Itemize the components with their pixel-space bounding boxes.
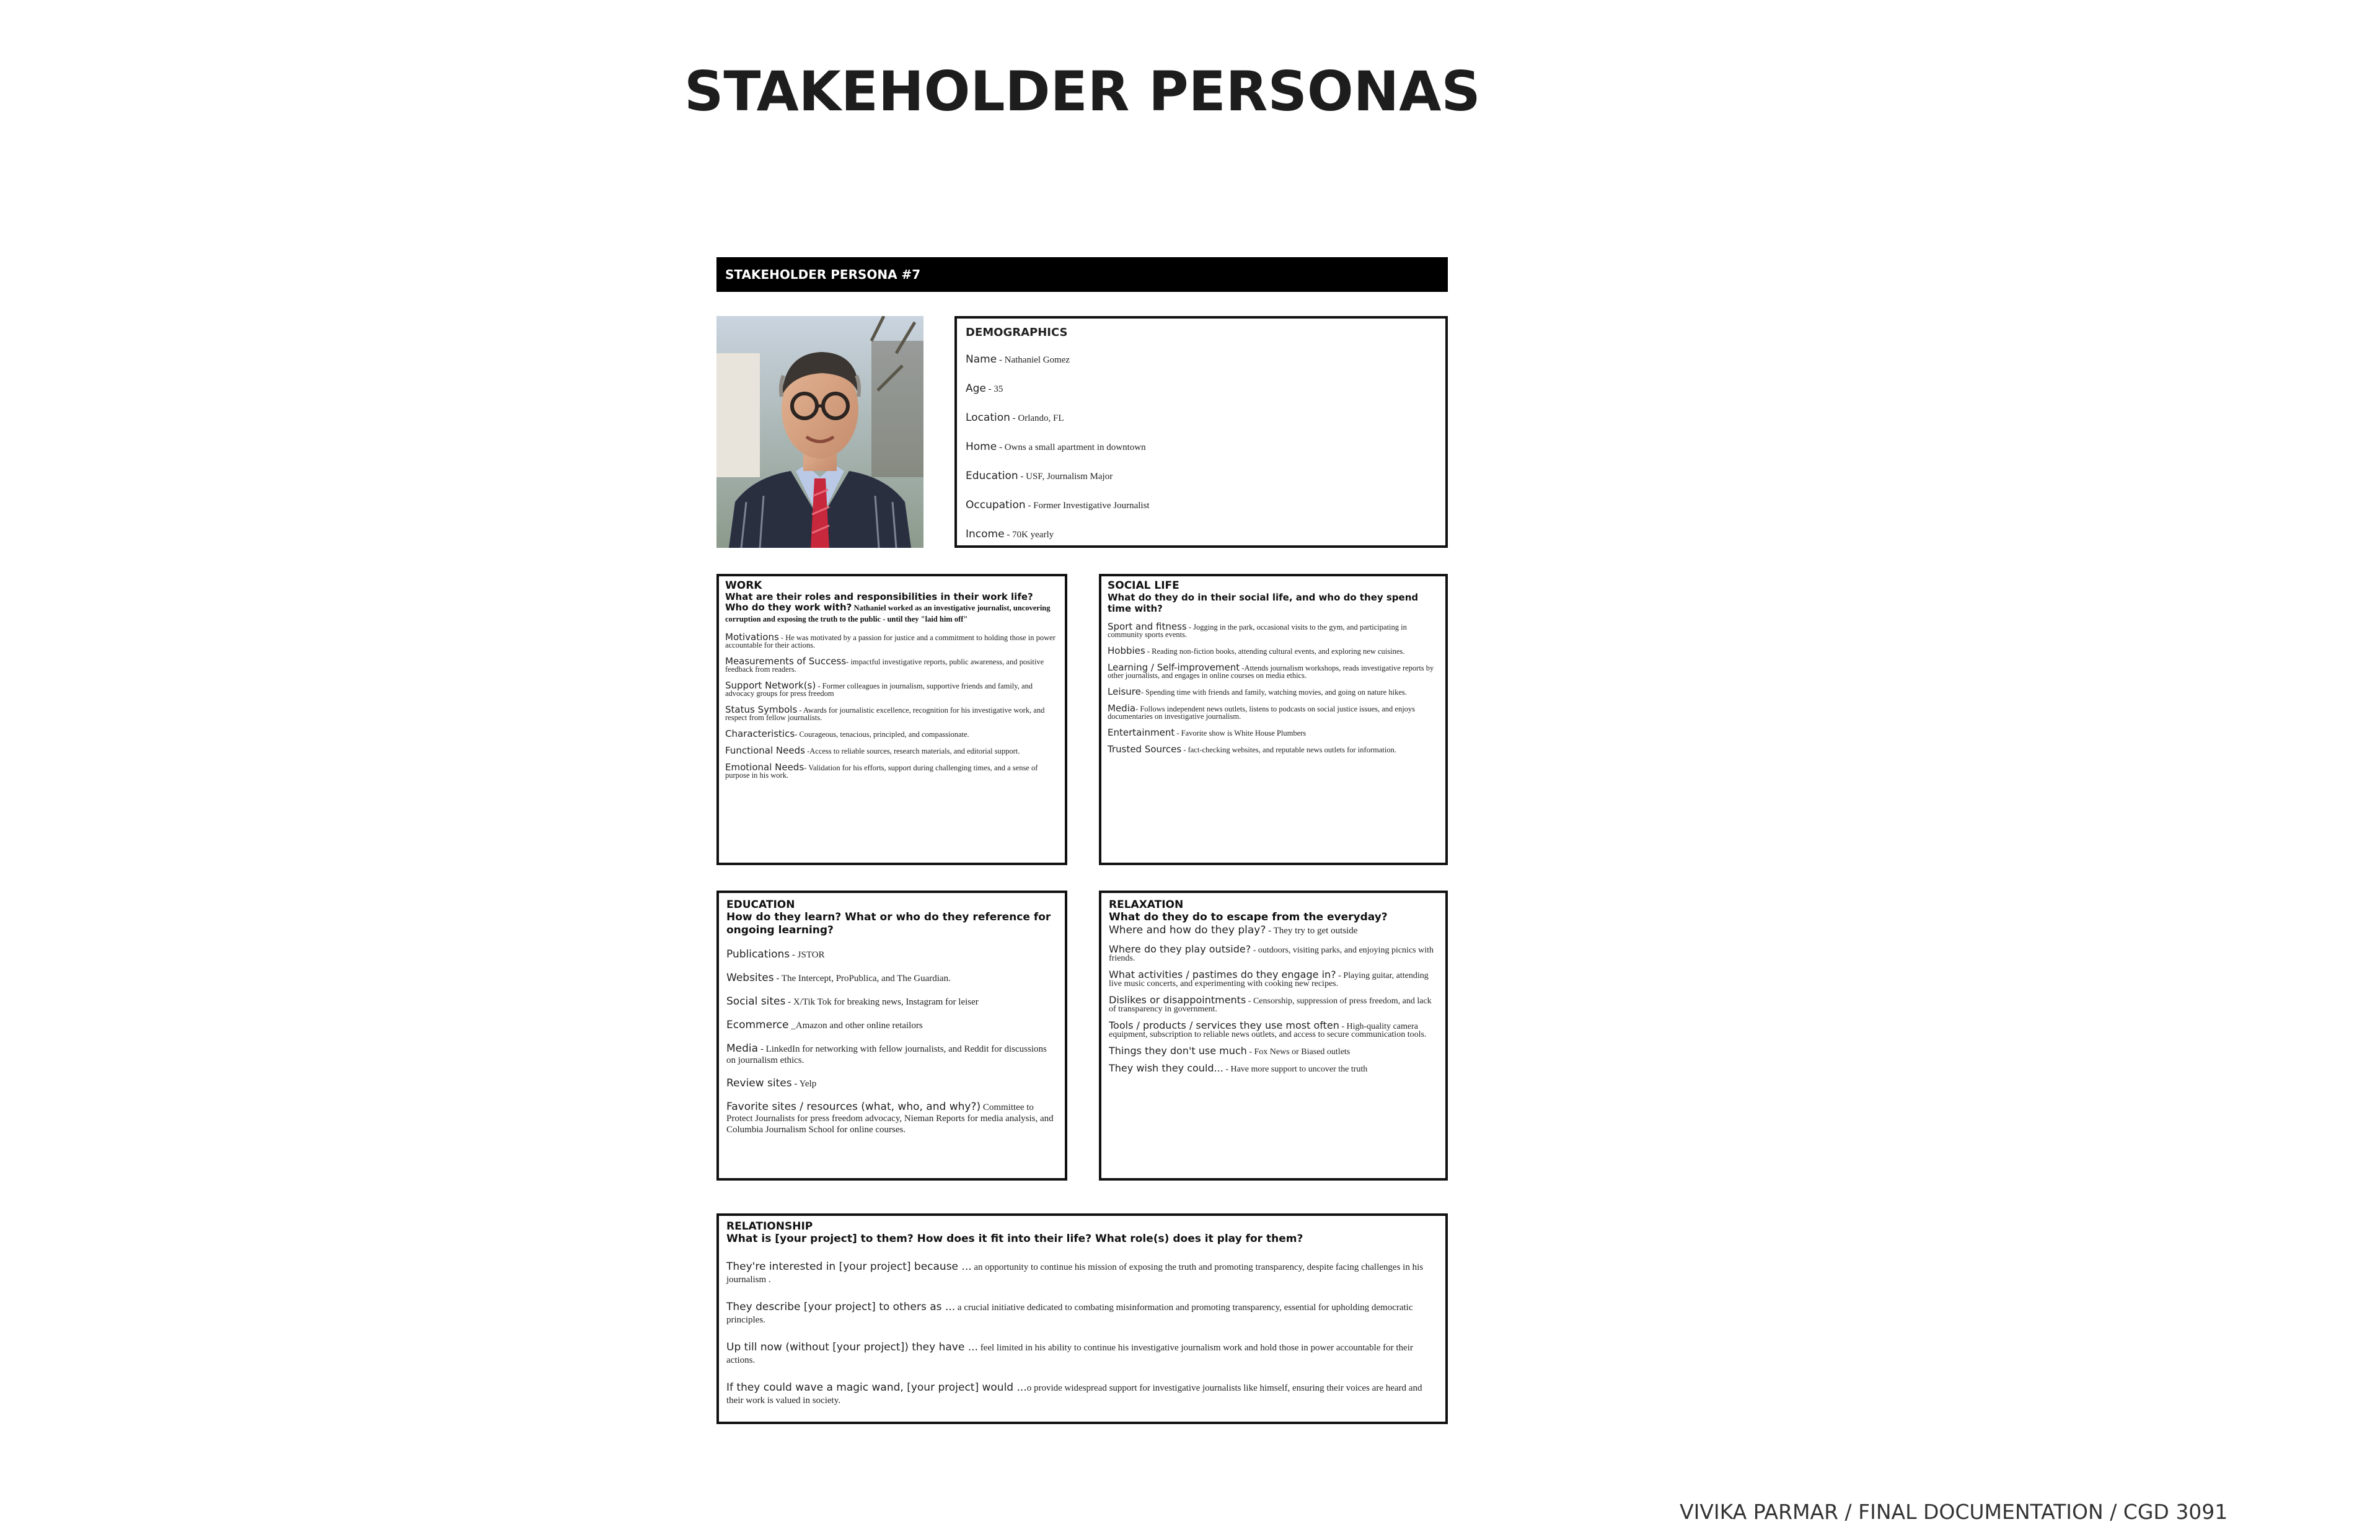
relaxation-row-label: What activities / pastimes do they engage in? [1109,969,1336,980]
demographics-row-label: Location [966,411,1010,424]
work-row-label: Support Network(s) [725,680,816,691]
demographics-row-value: - 35 [985,384,1003,394]
social-life-row [1108,647,1439,655]
social-life-row-value: - Follows independent news outlets, listens to podcasts on social justice issues, and enjoys documentaries on investigative journalism. [1108,705,1416,721]
demographics-row [966,410,1437,426]
demographics-row-label: Income [966,528,1005,540]
relationship-row-label: Up till now (without [your project]) they have ... [726,1341,978,1353]
education-row-value: - LinkedIn for networking with fellow journalists, and Reddit for discussions on journalism ethics. [726,1044,1047,1065]
social-life-row [1108,729,1439,737]
work-row [725,763,1059,779]
relaxation-row-value: - Censorship, suppression of press freedom, and lack of transparency in government. [1109,997,1432,1014]
relaxation-row [1109,1019,1438,1039]
relaxation-row-value: - High-quality camera equipment, subscription to reliable news outlets, and access to secure communication tools. [1109,1022,1427,1039]
demographics-row [966,468,1437,485]
relationship-title: RELATIONSHIP [726,1220,813,1233]
page-title: STAKEHOLDER PERSONAS [684,59,1481,123]
demographics-title: DEMOGRAPHICS [966,326,1068,339]
education-box [716,891,1067,1181]
education-row [726,973,1057,984]
social-life-row [1108,705,1439,720]
relationship-row-value: feel limited in his ability to continue his investigative journalism work and hold those in power accountable for their actions. [726,1343,1413,1365]
work-row-value: - He was motivated by a passion for justice and a commitment to holding those in power accountable for their actions. [725,633,1056,649]
relationship-row-value: a crucial initiative dedicated to combating misinformation and promoting transparency, essential for upholding democratic principles. [726,1303,1413,1325]
relaxation-row-label: Where do they play outside? [1109,943,1251,955]
social-life-row [1108,664,1439,679]
demographics-row-value: - Nathaniel Gomez [997,355,1070,365]
education-row [726,1044,1057,1066]
social-life-row-value: - Reading non-fiction books, attending cultural events, and exploring new cuisines. [1145,647,1405,656]
work-title: WORK [725,579,762,592]
work-row-label: Emotional Needs [725,762,804,773]
relationship-row-label: They're interested in [your project] because ... [726,1261,972,1273]
work-row-label: Characteristics [725,728,795,739]
relaxation-row-label: Dislikes or disappointments [1109,994,1246,1006]
relationship-box [716,1213,1448,1424]
social-life-row-label: Hobbies [1108,645,1145,656]
education-row [726,1102,1057,1135]
work-row [725,682,1059,697]
portrait-photo [716,316,923,548]
education-row-label: Social sites [726,995,786,1008]
social-life-row-label: Trusted Sources [1108,744,1182,755]
demographics-row [966,351,1437,368]
education-row [726,997,1057,1008]
demographics-row-value: - 70K yearly [1004,530,1054,540]
relationship-row [726,1261,1438,1286]
work-row [725,658,1059,673]
work-row-value: - Awards for journalistic excellence, recognition for his investigative work, and respect from fellow journalists. [725,706,1045,722]
social-life-box [1099,574,1448,865]
education-row-value: - The Intercept, ProPublica, and The Guardian. [774,974,951,983]
social-life-row-label: Leisure [1108,686,1141,697]
relationship-row-value: o provide widespread support for investigative journalists like himself, ensuring their voices are heard and their work is valued in society. [726,1383,1422,1406]
social-life-row [1108,623,1439,638]
education-row-value: - JSTOR [790,950,825,960]
work-question: What are their roles and responsibilities in their work life? Who do they work with? Nathaniel worked as an investigative journalist, uncovering corruption and exposing the truth to the public - until they "laid him off" [725,591,1051,623]
social-life-row [1108,746,1439,754]
work-row-value: - Former colleagues in journalism, supportive friends and family, and advocacy groups for press freedom [725,682,1033,698]
demographics-row-label: Occupation [966,499,1026,511]
social-life-row [1108,688,1439,696]
demographics-box [954,316,1448,548]
relationship-row-value: an opportunity to continue his mission of exposing the truth and promoting transparency, despite facing challenges in his journalism . [726,1262,1424,1285]
social-life-row-value: - fact-checking websites, and reputable news outlets for information. [1181,746,1396,754]
social-life-row-label: Media [1108,703,1136,714]
relaxation-row [1109,1047,1438,1056]
social-life-row-value: -Attends journalism workshops, reads investigative reports by other journalists, and engages in online courses on media ethics. [1108,664,1434,680]
demographics-row [966,497,1437,514]
relaxation-row-value: - Have more support to uncover the truth [1223,1065,1368,1074]
relaxation-row [1109,943,1438,963]
relaxation-row-value: - outdoors, visiting parks, and enjoying picnics with friends. [1109,946,1434,963]
education-row-value: - Yelp [791,1079,817,1089]
relaxation-row [1109,994,1438,1014]
demographics-row [966,439,1437,455]
work-row-label: Motivations [725,631,779,643]
relationship-question: What is [your project] to them? How does it fit into their life? What role(s) does it play for them? [726,1233,1303,1245]
social-life-row-label: Learning / Self-improvement [1108,662,1240,673]
demographics-row-label: Home [966,441,997,453]
relationship-row [726,1381,1438,1407]
demographics-row-value: - USF, Journalism Major [1018,472,1113,482]
work-row-value: -Access to reliable sources, research materials, and editorial support. [804,747,1020,755]
demographics-row-value: - Former Investigative Journalist [1025,501,1150,511]
relationship-row-label: They describe [your project] to others as ... [726,1301,956,1313]
work-row-label: Functional Needs [725,745,805,756]
education-row-label: Favorite sites / resources (what, who, and why?) [726,1101,981,1113]
social-life-row-value: - Spending time with friends and family, watching movies, and going on nature hikes. [1140,688,1407,697]
education-row [726,1020,1057,1031]
demographics-row-label: Education [966,470,1018,482]
portrait-photo-icon [716,316,923,548]
relationship-row [726,1301,1438,1326]
social-life-row-label: Entertainment [1108,727,1175,738]
relaxation-box [1099,891,1448,1181]
relaxation-row-label: Things they don't use much [1109,1045,1247,1057]
work-row [725,730,1059,738]
work-row-label: Status Symbols [725,704,798,715]
education-row [726,1078,1057,1089]
relaxation-row [1109,1062,1438,1074]
work-row-label: Measurements of Success [725,656,847,667]
work-row [725,706,1059,721]
education-row-value: _Amazon and other online retailors [788,1021,923,1031]
education-row-label: Publications [726,948,790,961]
social-life-row-value: - Jogging in the park, occasional visits to the gym, and participating in community sports events. [1108,623,1407,639]
education-row-label: Websites [726,972,774,984]
demographics-row-label: Age [966,382,986,395]
relaxation-row-value: - Fox News or Biased outlets [1246,1047,1351,1057]
work-box [716,574,1067,865]
footer-credit: VIVIKA PARMAR / FINAL DOCUMENTATION / CGD 3091 [1680,1500,2228,1524]
education-question: How do they learn? What or who do they reference for ongoing learning? [726,911,1051,936]
relaxation-row-value: - Playing guitar, attending live music concerts, and experimenting with cooking new recipes. [1109,971,1429,988]
education-row-value: - X/Tik Tok for breaking news, Instagram for leiser [785,997,979,1007]
relaxation-title: RELAXATION [1109,899,1184,911]
social-life-row-value: - Favorite show is White House Plumbers [1175,729,1307,737]
social-life-title: SOCIAL LIFE [1108,579,1179,592]
education-row-label: Ecommerce [726,1019,789,1031]
work-row-value: - Validation for his efforts, support during challenging times, and a sense of purpose in his work. [725,763,1038,780]
education-title: EDUCATION [726,899,795,911]
relaxation-row [1109,971,1438,988]
relaxation-subline: Where and how do they play? - They try to get outside [1109,924,1358,936]
relaxation-row-label: Tools / products / services they use most often [1109,1019,1339,1031]
demographics-row [966,381,1437,397]
work-row [725,633,1059,649]
persona-header-bar: STAKEHOLDER PERSONA #7 [716,257,1448,292]
education-row-label: Review sites [726,1077,792,1089]
demographics-row [966,526,1437,543]
work-row-value: - Courageous, tenacious, principled, and compassionate. [795,730,969,739]
education-row-label: Media [726,1042,759,1055]
education-row [726,949,1057,961]
relationship-row [726,1341,1438,1366]
social-life-row-label: Sport and fitness [1108,621,1187,632]
demographics-row-value: - Owns a small apartment in downtown [997,442,1146,452]
relaxation-question: What do they do to escape from the everyday? [1109,911,1388,923]
work-row-value: - impactful investigative reports, public awareness, and positive feedback from readers. [725,658,1044,674]
relationship-row-label: If they could wave a magic wand, [your project] would ... [726,1381,1027,1394]
relaxation-row-label: They wish they could... [1109,1062,1223,1074]
demographics-row-label: Name [966,353,997,366]
social-life-question: What do they do in their social life, and who do they spend time with? [1108,592,1419,614]
demographics-row-value: - Orlando, FL [1010,413,1064,423]
work-row [725,747,1059,755]
education-row-value: Committee to Protect Journalists for press freedom advocacy, Nieman Reports for media analysis, and Columbia Journalism School for online courses. [726,1102,1054,1135]
